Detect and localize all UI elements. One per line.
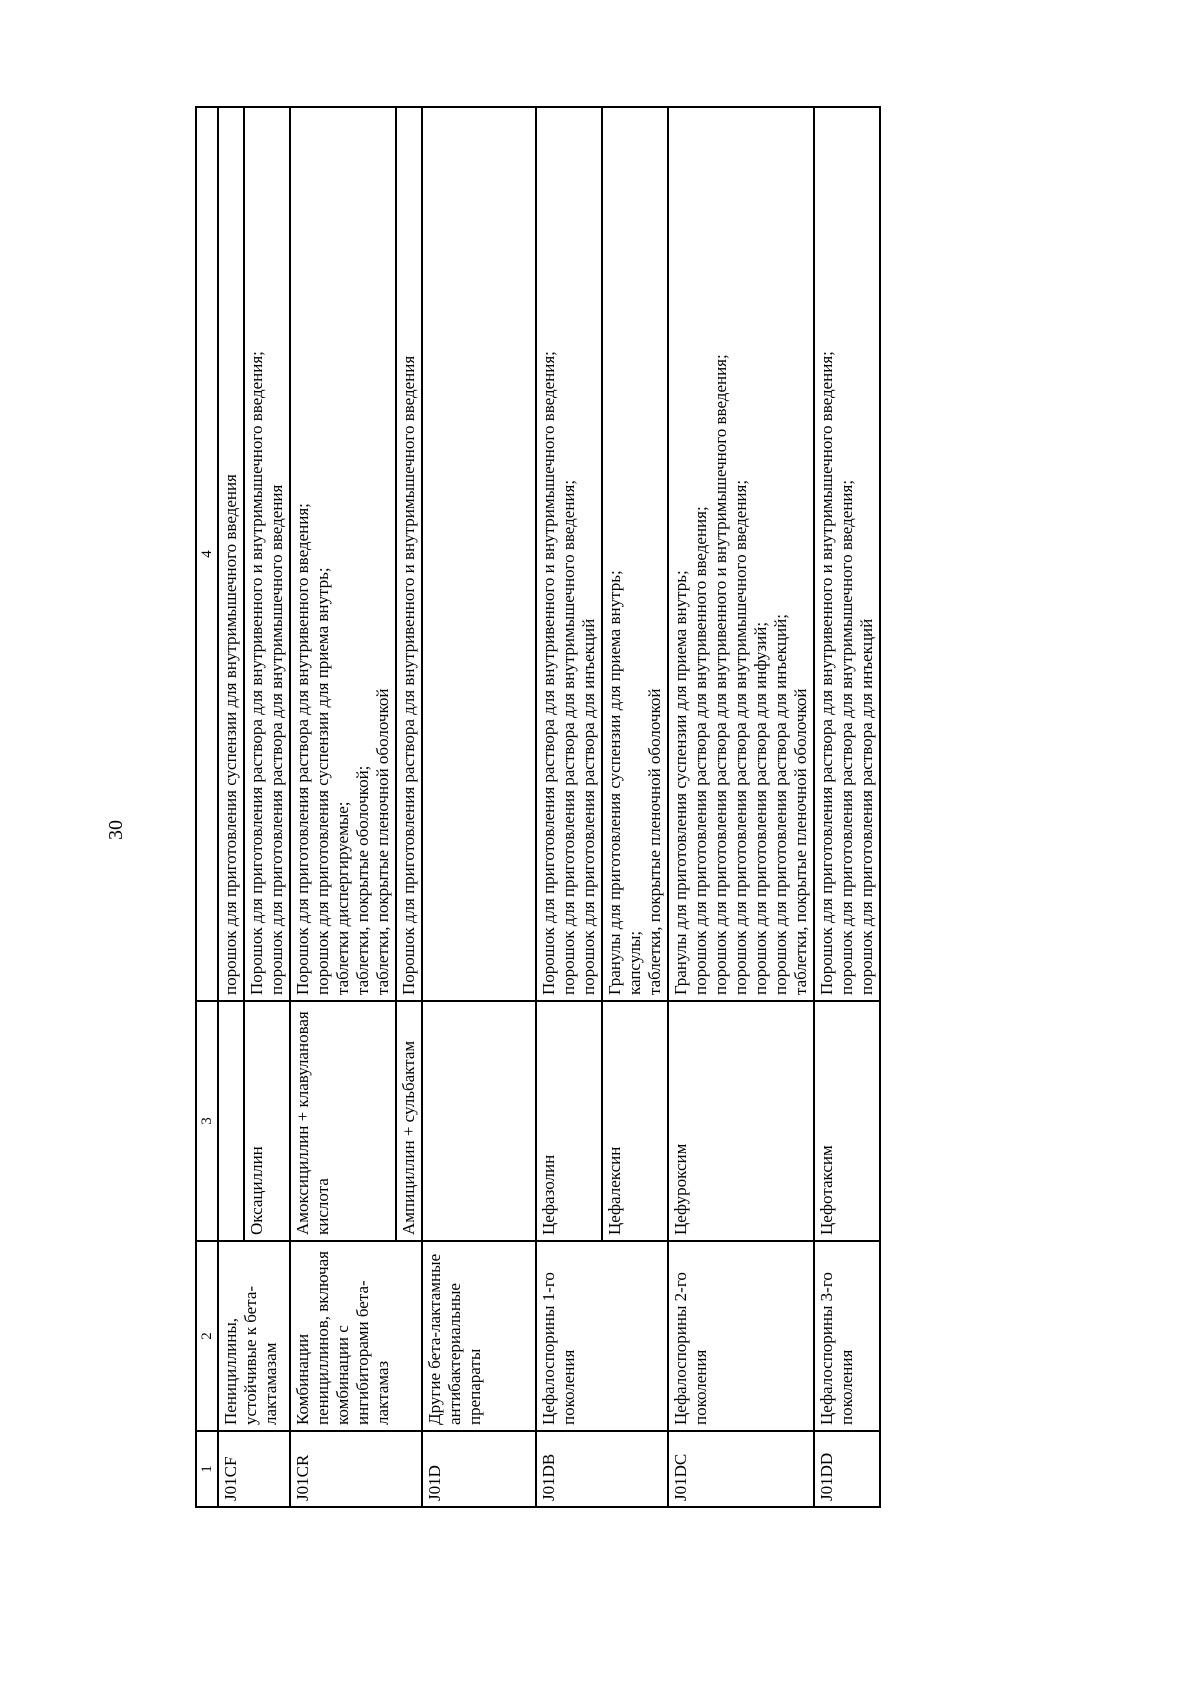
dosage-form-line: Гранулы для приготовления суспензии для приема внутрь; [605, 570, 624, 995]
dosage-forms-cell [422, 107, 536, 1001]
dosage-form-line: таблетки диспергируемые; [333, 801, 352, 995]
dosage-form-line: Порошок для приготовления раствора для внутривенного введения; [293, 503, 312, 995]
dosage-form-line: порошок для приготовления раствора для внутримышечного введения; [837, 479, 856, 995]
table-row [814, 107, 880, 1507]
drug-name-cell [536, 1001, 602, 1241]
header-cell: 1 [196, 1431, 218, 1507]
dosage-forms-cell [536, 107, 602, 1001]
dosage-form-line: Порошок для приготовления раствора для внутривенного и внутримышечного введения; [539, 351, 558, 995]
dosage-form-line: таблетки, покрытые оболочкой; [353, 765, 372, 995]
dosage-form-line: порошок для приготовления раствора для инъекций; [771, 614, 790, 995]
drug-name: Цефуроксим [671, 1143, 690, 1235]
dosage-form-line: порошок для приготовления раствора для инъекций [579, 618, 598, 995]
atc-code-cell [536, 1431, 668, 1507]
group-name: Пенициллины, устойчивые к бета-лактамазам [221, 1285, 280, 1425]
dosage-form-line: порошок для приготовления суспензии для внутримышечного введения [221, 474, 240, 995]
group-name: Цефалоспорины 1-го поколения [539, 1272, 578, 1425]
dosage-form-line: порошок для приготовления раствора для инъекций [857, 618, 876, 995]
rotated-table-container [195, 106, 1059, 1508]
table-row [290, 107, 396, 1507]
drug-name-cell [602, 1001, 668, 1241]
group-name-cell [422, 1241, 536, 1431]
drug-name: Амоксициллин + клавулановая кислота [293, 1011, 332, 1235]
dosage-form-line: Порошок для приготовления раствора для внутривенного и внутримышечного введения; [247, 351, 266, 995]
drug-name: Цефалексин [605, 1146, 624, 1235]
atc-code: J01CF [221, 1456, 240, 1501]
drug-name-cell [396, 1001, 422, 1241]
group-name-cell [814, 1241, 880, 1431]
atc-code: J01D [425, 1465, 444, 1501]
dosage-form-line: Порошок для приготовления раствора для внутривенного и внутримышечного введения; [817, 351, 836, 995]
drug-name: Оксациллин [247, 1146, 266, 1235]
atc-code-cell [814, 1431, 880, 1507]
table-row [536, 107, 602, 1507]
atc-code-cell [668, 1431, 814, 1507]
drug-name-cell [814, 1001, 880, 1241]
group-name-cell [290, 1241, 422, 1431]
drug-name: Ампициллин + сульбактам [399, 1040, 418, 1235]
group-name: Цефалоспорины 3-го поколения [817, 1272, 856, 1425]
dosage-form-line: Порошок для приготовления раствора для внутривенного и внутримышечного введения [399, 355, 418, 995]
dosage-form-line: таблетки, покрытые пленочной оболочкой [791, 688, 810, 995]
drug-name-cell [290, 1001, 396, 1241]
header-row [196, 107, 218, 1507]
atc-code-cell [422, 1431, 536, 1507]
dosage-form-line: Гранулы для приготовления суспензии для приема внутрь; [671, 570, 690, 995]
table-row [218, 107, 244, 1507]
drug-name: Цефотаксим [817, 1145, 836, 1235]
group-name-cell [668, 1241, 814, 1431]
table-row [422, 107, 536, 1507]
group-name: Цефалоспорины 2-го поколения [671, 1272, 710, 1425]
atc-code: J01DC [671, 1453, 690, 1501]
dosage-form-line: порошок для приготовления раствора для внутривенного и внутримышечного введения; [711, 354, 730, 995]
dosage-forms-cell [290, 107, 396, 1001]
drug-name-cell [668, 1001, 814, 1241]
dosage-forms-cell [668, 107, 814, 1001]
page-number: 30 [105, 820, 127, 840]
dosage-form-line: порошок для приготовления раствора для внутривенного введения; [691, 506, 710, 995]
group-name: Другие бета-лактамные антибактериальные препараты [425, 1253, 484, 1425]
header-cell: 3 [196, 1001, 218, 1241]
drug-name-cell [244, 1001, 290, 1241]
dosage-form-line: порошок для приготовления раствора для инфузий; [751, 621, 770, 995]
header-cell: 2 [196, 1241, 218, 1431]
dosage-forms-cell [396, 107, 422, 1001]
drug-name-cell [422, 1001, 536, 1241]
atc-code: J01DB [539, 1453, 558, 1501]
dosage-form-line: таблетки, покрытые пленочной оболочкой [645, 688, 664, 995]
table-row [668, 107, 814, 1507]
dosage-form-line: капсулы; [625, 930, 644, 995]
dosage-form-line: порошок для приготовления раствора для внутримышечного введения [267, 484, 286, 995]
dosage-form-line: таблетки, покрытые пленочной оболочкой [373, 688, 392, 995]
dosage-form-line: порошок для приготовления суспензии для приема внутрь; [313, 567, 332, 995]
atc-code: J01DD [817, 1452, 836, 1501]
drug-name: Цефазолин [539, 1154, 558, 1235]
dosage-forms-cell [244, 107, 290, 1001]
dosage-form-line: порошок для приготовления раствора для внутримышечного введения; [559, 479, 578, 995]
group-name-cell [536, 1241, 668, 1431]
atc-code-cell [218, 1431, 290, 1507]
atc-code: J01CR [293, 1454, 312, 1501]
drug-name-cell [218, 1001, 244, 1241]
group-name: Комбинации пенициллинов, включая комбинации с ингибиторами бета-лактамаз [293, 1251, 392, 1425]
dosage-forms-cell [602, 107, 668, 1001]
dosage-forms-cell [814, 107, 880, 1001]
drug-table [195, 106, 881, 1508]
dosage-forms-cell [218, 107, 244, 1001]
header-cell: 4 [196, 107, 218, 1001]
atc-code-cell [290, 1431, 422, 1507]
group-name-cell [218, 1241, 290, 1431]
dosage-form-line: порошок для приготовления раствора для внутримышечного введения; [731, 479, 750, 995]
